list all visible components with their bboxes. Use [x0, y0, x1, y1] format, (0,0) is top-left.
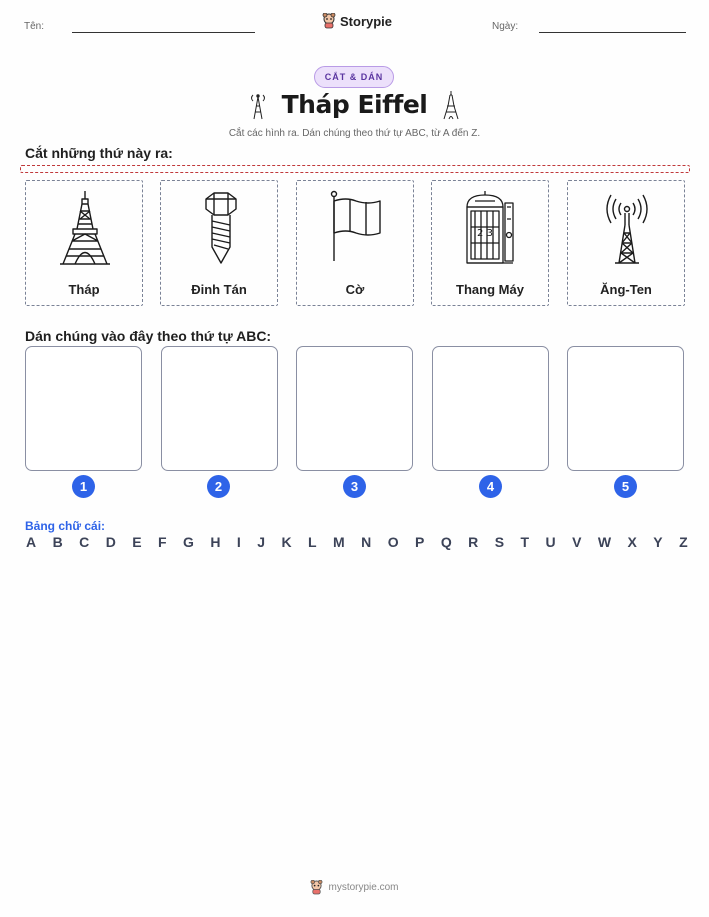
antenna-icon: [597, 189, 657, 269]
slot-number-5: 5: [614, 475, 637, 498]
elevator-icon: [461, 189, 521, 269]
alphabet-letter: I: [236, 534, 241, 550]
paste-slot-2[interactable]: [161, 346, 278, 471]
alphabet-letter: U: [545, 534, 556, 550]
alphabet-letter: P: [415, 534, 425, 550]
alphabet-letter: Y: [653, 534, 663, 550]
alphabet-letter: O: [387, 534, 399, 550]
date-line[interactable]: [539, 32, 686, 33]
cut-card-dinh-tan[interactable]: [160, 180, 278, 306]
alphabet-letter: F: [158, 534, 167, 550]
page-title: Tháp Eiffel: [281, 90, 428, 119]
slot-number-4: 4: [479, 475, 502, 498]
alphabet-letter: V: [572, 534, 582, 550]
alphabet-row: [26, 534, 688, 550]
alphabet-letter: E: [132, 534, 142, 550]
eiffel-tower-icon: [55, 189, 115, 269]
alphabet-letter: T: [520, 534, 530, 550]
alphabet-letter: H: [210, 534, 221, 550]
alphabet-letter: J: [257, 534, 266, 550]
paste-slot-5[interactable]: [567, 346, 684, 471]
card-label-thap: Tháp: [68, 282, 100, 297]
cut-card-ang-ten[interactable]: [567, 180, 685, 306]
eiffel-small-icon: [441, 90, 461, 120]
paste-slot-3[interactable]: [296, 346, 413, 471]
alphabet-letter: B: [52, 534, 63, 550]
card-label-co: Cờ: [345, 282, 365, 297]
card-label-ang-ten: Ăng-Ten: [600, 282, 652, 297]
name-line[interactable]: [72, 32, 255, 33]
alphabet-letter: W: [597, 534, 612, 550]
paste-slot-4[interactable]: [432, 346, 549, 471]
storypie-mascot-icon: [310, 880, 323, 895]
alphabet-letter: A: [26, 534, 37, 550]
alphabet-letter: L: [308, 534, 317, 550]
cut-card-co[interactable]: [296, 180, 414, 306]
footer-url[interactable]: mystorypie.com: [328, 882, 399, 893]
name-label: Tên:: [24, 21, 45, 32]
flag-icon: [326, 189, 386, 269]
slot-number-3: 3: [343, 475, 366, 498]
alphabet-letter: C: [79, 534, 90, 550]
cut-card-thap[interactable]: [25, 180, 143, 306]
alphabet-letter: G: [183, 534, 194, 550]
storypie-mascot-icon: [322, 13, 336, 29]
alphabet-letter: Q: [440, 534, 452, 550]
alphabet-letter: X: [627, 534, 637, 550]
card-label-dinh-tan: Đinh Tán: [191, 282, 247, 297]
alphabet-letter: D: [105, 534, 116, 550]
cut-card-thang-may[interactable]: [431, 180, 549, 306]
date-label: Ngày:: [492, 21, 519, 32]
alphabet-letter: K: [281, 534, 292, 550]
bolt-icon: [190, 189, 250, 269]
paste-heading: Dán chúng vào đây theo thứ tự ABC:: [25, 328, 272, 344]
brand-logo: [322, 13, 392, 29]
svg-text:2 3: 2 3: [477, 228, 493, 239]
slot-number-1: 1: [72, 475, 95, 498]
instructions: Cắt các hình ra. Dán chúng theo thứ tự ABC, từ A đến Z.: [228, 128, 481, 139]
alphabet-letter: N: [361, 534, 372, 550]
cut-line: [20, 165, 690, 173]
cut-heading: Cắt những thứ này ra:: [25, 145, 173, 161]
footer: [0, 880, 709, 895]
alphabet-heading: Bảng chữ cái:: [25, 519, 106, 533]
card-label-thang-may: Thang Máy: [456, 282, 524, 297]
alphabet-letter: M: [333, 534, 345, 550]
paste-slot-1[interactable]: [25, 346, 142, 471]
alphabet-letter: R: [468, 534, 479, 550]
brand-name: Storypie: [340, 13, 393, 29]
alphabet-letter: Z: [679, 534, 688, 550]
activity-badge: CẮT & DÁN: [314, 66, 394, 88]
alphabet-letter: S: [494, 534, 505, 550]
slot-number-2: 2: [207, 475, 230, 498]
